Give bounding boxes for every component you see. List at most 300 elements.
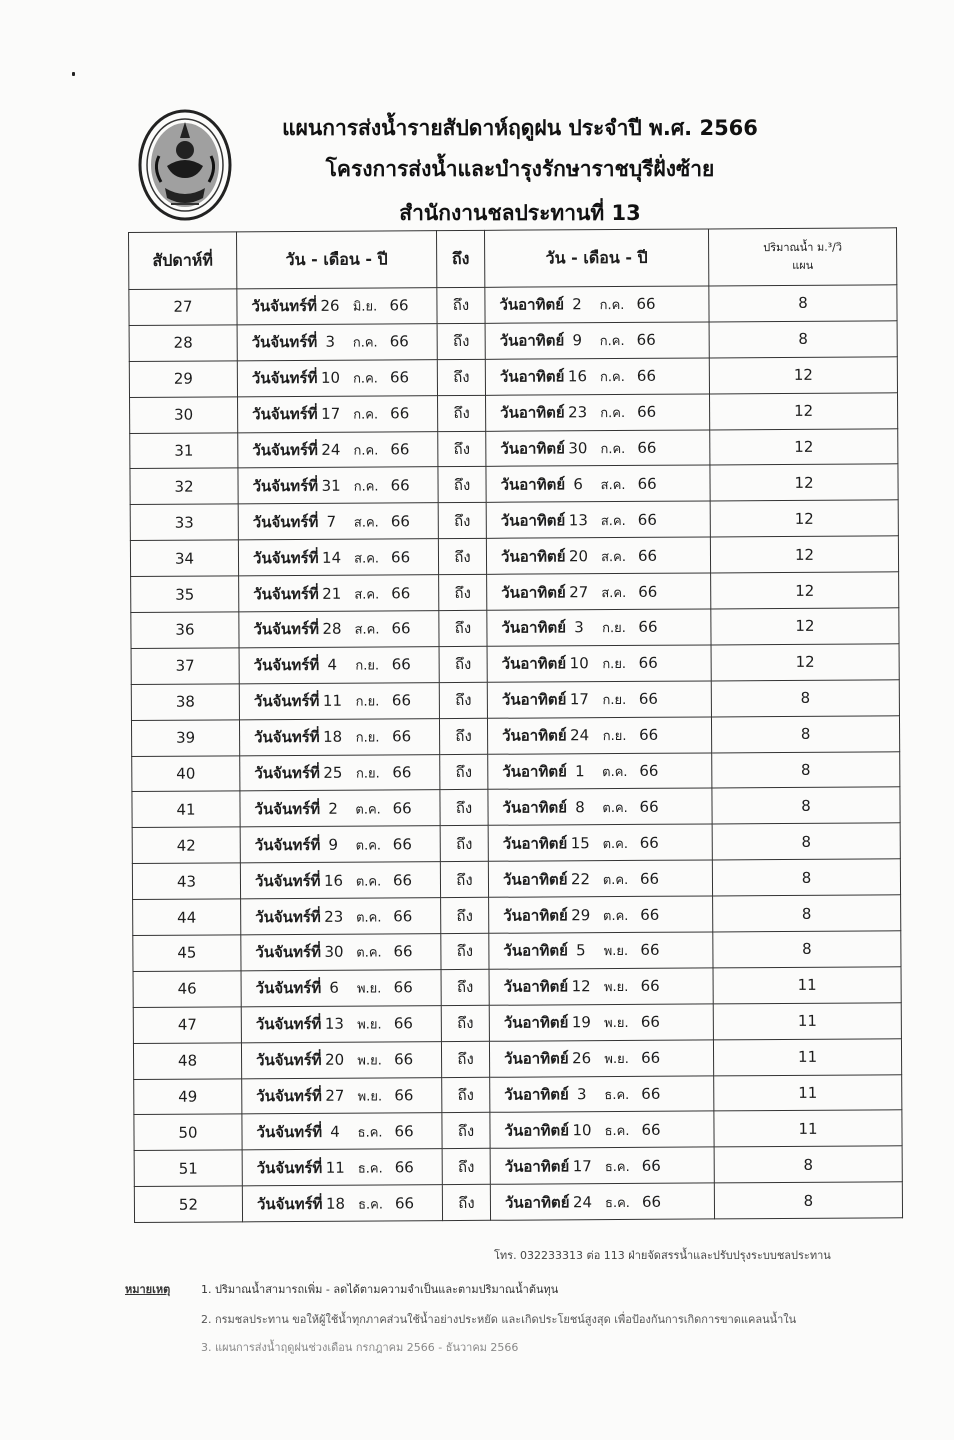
from-month: ก.ค.: [353, 443, 379, 459]
water-amount: 12: [709, 392, 897, 429]
from-month: ธ.ค.: [357, 1161, 383, 1177]
week-number: 27: [129, 289, 237, 326]
from-weekday: วันจันทร์ที่: [256, 1158, 323, 1178]
to-month: ส.ค.: [600, 513, 626, 529]
table-row: [132, 823, 900, 864]
date-to: [490, 1111, 714, 1148]
date-to: [486, 465, 710, 502]
to-weekday: วันอาทิตย์: [501, 690, 567, 709]
to-year: 66: [640, 1048, 661, 1068]
from-weekday: วันจันทร์ที่: [252, 404, 318, 424]
to-month: ธ.ค.: [604, 1123, 630, 1140]
to-day: 17: [572, 1156, 592, 1176]
to-month: พ.ย.: [604, 1016, 629, 1032]
from-weekday: วันจันทร์ที่: [254, 871, 321, 890]
to-month: พ.ย.: [603, 980, 629, 996]
date-to: [488, 753, 712, 790]
to-weekday: วันอาทิตย์: [504, 1121, 570, 1140]
table-row: [132, 787, 900, 828]
date-from: [238, 467, 438, 504]
table-row: [133, 895, 901, 936]
to-year: 66: [637, 510, 657, 529]
table-row: [130, 392, 898, 433]
water-amount: 8: [712, 859, 900, 896]
to-month: ก.ย.: [602, 621, 626, 637]
from-month: ธ.ค.: [358, 1197, 384, 1213]
from-year: 66: [389, 332, 409, 351]
water-delivery-table: [128, 227, 903, 1223]
from-year: 66: [391, 583, 411, 602]
date-from: [241, 970, 441, 1007]
to-year: 66: [640, 1013, 660, 1032]
to-year: 66: [639, 833, 659, 852]
table-row: [130, 464, 898, 505]
from-weekday: วันจันทร์ที่: [251, 297, 318, 316]
to-label: ถึง: [440, 826, 488, 862]
date-to: [489, 896, 713, 933]
date-from: [237, 324, 437, 361]
to-day: 23: [568, 403, 588, 422]
to-month: ส.ค.: [601, 585, 627, 601]
to-weekday: วันอาทิตย์: [501, 654, 567, 674]
to-label: ถึง: [438, 467, 486, 503]
from-weekday: วันจันทร์ที่: [251, 333, 318, 352]
to-weekday: วันอาทิตย์: [499, 295, 565, 315]
to-weekday: วันอาทิตย์: [503, 977, 569, 997]
to-month: ธ.ค.: [604, 1159, 630, 1175]
date-to: [487, 645, 711, 682]
table-row: [130, 536, 898, 577]
to-day: 5: [576, 941, 586, 960]
water-amount: 8: [709, 321, 897, 358]
table-row: [134, 1182, 902, 1223]
to-month: ธ.ค.: [604, 1087, 630, 1104]
to-month: ก.ย.: [602, 657, 627, 673]
date-to: [487, 573, 711, 610]
from-year: 66: [389, 296, 409, 315]
to-year: 66: [639, 797, 659, 816]
table-row: [133, 1038, 901, 1079]
to-label: ถึง: [441, 897, 489, 933]
contact-line: โทร. 032233313 ต่อ 113 ฝ่ายจัดสรรน้ำและปรับปรุงระบบชลประทาน: [494, 1249, 831, 1262]
from-month: ต.ค.: [356, 945, 382, 962]
scan-speck: [72, 72, 75, 76]
water-amount: 12: [710, 464, 898, 501]
table-row: [134, 1146, 902, 1187]
from-year: 66: [392, 870, 413, 890]
table-row: [133, 1003, 901, 1044]
week-number: 39: [131, 720, 239, 757]
date-from: [242, 1113, 442, 1150]
table-row: [129, 321, 897, 362]
note-item-1: 1. ปริมาณน้ำสามารถเพิ่ม - ลดได้ตามความจำเป็นและตามปริมาณน้ำต้นทุน: [201, 1283, 559, 1296]
date-to: [485, 322, 709, 359]
to-day: 8: [575, 798, 585, 817]
from-year: 66: [393, 906, 413, 925]
to-day: 9: [572, 331, 583, 350]
to-label: ถึง: [437, 287, 485, 323]
date-to: [486, 394, 710, 431]
from-month: ก.ค.: [353, 479, 379, 495]
table-row: [129, 357, 897, 398]
from-weekday: วันจันทร์ที่: [256, 1194, 323, 1213]
date-from: [239, 575, 439, 612]
to-label: ถึง: [438, 395, 486, 431]
to-weekday: วันอาทิตย์: [502, 834, 568, 853]
to-month: พ.ย.: [604, 1052, 629, 1068]
to-month: ต.ค.: [602, 908, 629, 924]
to-label: ถึง: [440, 862, 488, 898]
date-to: [489, 968, 713, 1005]
to-year: 66: [637, 474, 657, 493]
from-month: ส.ค.: [353, 515, 379, 531]
from-weekday: วันจันทร์ที่: [255, 907, 321, 926]
date-from: [237, 288, 437, 325]
from-day: 30: [324, 943, 344, 962]
to-year: 66: [638, 582, 658, 601]
week-number: 50: [134, 1114, 242, 1151]
date-from: [241, 1005, 441, 1042]
week-number: 34: [130, 540, 238, 577]
water-amount: 11: [713, 1003, 901, 1040]
water-amount: 12: [710, 536, 898, 573]
to-day: 15: [570, 833, 590, 853]
week-number: 46: [133, 971, 241, 1008]
from-month: ก.ค.: [352, 371, 378, 387]
date-to: [490, 1076, 714, 1113]
to-day: 10: [569, 654, 589, 673]
week-number: 31: [130, 432, 238, 469]
to-day: 2: [572, 295, 582, 314]
project-name: โครงการส่งน้ำและบำรุงรักษาราชบุรีฝั่งซ้าย: [325, 157, 715, 181]
date-to: [486, 430, 710, 467]
to-day: 3: [574, 618, 584, 637]
date-to: [487, 681, 711, 718]
to-label: ถึง: [441, 933, 489, 969]
to-day: 6: [573, 475, 583, 494]
date-from: [242, 1185, 442, 1222]
from-weekday: วันจันทร์ที่: [255, 979, 322, 998]
water-amount: 8: [712, 823, 900, 860]
to-day: 16: [567, 367, 588, 386]
water-amount: 11: [714, 1110, 902, 1147]
from-year: 66: [392, 763, 412, 782]
to-day: 1: [574, 762, 585, 781]
date-to: [489, 1004, 713, 1041]
from-weekday: วันจันทร์ที่: [252, 440, 318, 460]
table-row: [133, 967, 901, 1008]
to-day: 29: [571, 905, 591, 924]
water-amount: 12: [710, 500, 898, 537]
to-year: 66: [636, 295, 656, 314]
from-year: 66: [390, 404, 410, 423]
to-weekday: วันอาทิตย์: [502, 798, 568, 817]
table-row: [134, 1110, 902, 1151]
date-from: [237, 359, 437, 396]
to-year: 66: [636, 331, 656, 350]
header-date-to: วัน - เดือน - ปี: [484, 229, 708, 287]
to-day: 3: [576, 1085, 587, 1104]
water-amount: 12: [710, 428, 898, 465]
header-amount-plan: แผน: [792, 258, 814, 272]
to-day: 22: [570, 869, 591, 888]
to-day: 13: [568, 510, 588, 530]
from-day: 24: [321, 440, 341, 459]
from-weekday: วันจันทร์ที่: [254, 727, 320, 747]
date-from: [241, 1041, 441, 1078]
department-seal-icon: [137, 108, 233, 222]
to-year: 66: [637, 546, 658, 565]
to-label: ถึง: [439, 574, 487, 610]
table-row: [131, 644, 899, 685]
from-day: 3: [325, 333, 336, 352]
week-number: 38: [131, 684, 239, 721]
water-amount: 11: [713, 1038, 901, 1075]
date-from: [240, 826, 440, 863]
from-month: ส.ค.: [354, 622, 380, 639]
week-number: 47: [133, 1007, 241, 1044]
date-to: [486, 537, 710, 574]
from-day: 28: [322, 620, 342, 639]
to-weekday: วันอาทิตย์: [501, 582, 566, 602]
note-item-3: 3. แผนการส่งน้ำฤดูฝนช่วงเดือน กรกฎาคม 2566 - ธันวาคม 2566: [201, 1341, 519, 1354]
date-from: [239, 682, 439, 719]
to-month: ก.ค.: [600, 441, 626, 458]
to-day: 24: [572, 1192, 593, 1212]
to-label: ถึง: [442, 1185, 490, 1221]
to-label: ถึง: [439, 718, 487, 754]
to-month: ส.ค.: [601, 549, 627, 565]
table-row: [130, 428, 898, 469]
from-day: 16: [323, 871, 344, 890]
date-from: [242, 1149, 442, 1186]
to-year: 66: [638, 654, 658, 673]
from-weekday: วันจันทร์ที่: [254, 763, 320, 783]
from-year: 66: [390, 440, 410, 459]
week-number: 36: [131, 612, 239, 649]
week-number: 42: [132, 827, 240, 864]
to-weekday: วันอาทิตย์: [502, 870, 568, 889]
from-weekday: วันจันทร์ที่: [252, 512, 319, 532]
to-weekday: วันอาทิตย์: [503, 905, 568, 925]
from-day: 9: [328, 835, 339, 854]
to-weekday: วันอาทิตย์: [503, 1013, 569, 1032]
from-month: ส.ค.: [354, 551, 380, 567]
week-number: 32: [130, 468, 238, 505]
table-row: [132, 751, 900, 792]
from-day: 6: [329, 979, 340, 998]
from-day: 11: [322, 691, 343, 711]
from-year: 66: [392, 799, 412, 818]
to-label: ถึง: [439, 682, 487, 718]
water-amount: 8: [711, 715, 899, 752]
from-month: ก.ย.: [355, 694, 380, 710]
from-year: 66: [394, 1193, 415, 1213]
to-month: ต.ค.: [602, 764, 628, 781]
date-from: [240, 790, 440, 827]
to-day: 24: [570, 726, 590, 745]
from-month: พ.ย.: [357, 1053, 382, 1069]
to-month: ส.ค.: [600, 477, 626, 494]
from-month: ต.ค.: [355, 802, 381, 818]
from-month: พ.ย.: [357, 1017, 382, 1033]
from-month: ต.ค.: [355, 838, 382, 854]
from-weekday: วันจันทร์ที่: [252, 476, 319, 496]
to-month: ก.ค.: [599, 334, 625, 350]
to-day: 30: [568, 439, 588, 458]
date-to: [489, 1040, 713, 1077]
from-year: 66: [393, 978, 413, 997]
to-year: 66: [640, 977, 660, 996]
date-to: [486, 501, 710, 538]
document-title: แผนการส่งน้ำรายสัปดาห์ฤดูฝน ประจำปี พ.ศ. 2566: [282, 116, 758, 140]
date-from: [240, 754, 440, 791]
table-row: [130, 500, 898, 541]
from-day: 10: [320, 368, 341, 388]
to-month: ก.ย.: [602, 729, 627, 745]
to-year: 66: [639, 869, 660, 888]
week-number: 49: [134, 1078, 242, 1115]
header-date-from: วัน - เดือน - ปี: [237, 231, 437, 289]
table-row: [132, 859, 900, 900]
to-weekday: วันอาทิตย์: [500, 475, 566, 494]
week-number: 33: [130, 504, 238, 541]
table-body: [129, 285, 903, 1223]
from-month: มิ.ย.: [352, 299, 378, 316]
from-day: 21: [322, 584, 342, 603]
to-label: ถึง: [437, 323, 485, 359]
from-weekday: วันจันทร์ที่: [256, 1050, 322, 1070]
to-month: ก.ค.: [599, 370, 625, 386]
from-month: ต.ค.: [355, 874, 382, 890]
to-month: ก.ย.: [602, 693, 627, 709]
from-day: 31: [321, 476, 341, 495]
table-row: [134, 1074, 902, 1115]
to-weekday: วันอาทิตย์: [500, 403, 565, 422]
to-year: 66: [641, 1120, 661, 1139]
from-day: 23: [324, 907, 344, 926]
to-day: 20: [568, 546, 589, 565]
week-number: 45: [133, 935, 241, 972]
from-weekday: วันจันทร์ที่: [254, 799, 321, 819]
table-row: [131, 608, 899, 649]
from-year: 66: [391, 619, 411, 638]
from-day: 2: [328, 799, 338, 818]
to-year: 66: [639, 725, 659, 745]
date-to: [488, 788, 712, 825]
water-amount: 8: [712, 751, 900, 788]
to-label: ถึง: [439, 610, 487, 646]
to-weekday: วันอาทิตย์: [500, 511, 566, 530]
week-number: 43: [132, 863, 240, 900]
to-label: ถึง: [438, 503, 486, 539]
from-year: 66: [393, 1014, 414, 1033]
from-weekday: วันจันทร์ที่: [251, 369, 318, 388]
table-row: [131, 715, 899, 756]
notes-label: หมายเหตุ: [125, 1283, 171, 1296]
to-weekday: วันอาทิตย์: [499, 367, 565, 386]
date-from: [242, 1077, 442, 1114]
water-amount: 8: [713, 931, 901, 968]
to-day: 27: [569, 582, 589, 601]
note-item-2: 2. กรมชลประทาน ขอให้ผู้ใช้น้ำทุกภาคส่วนใช้น้ำอย่างประหยัด และเกิดประโยชน์สูงสุด เพื่อป้องกันการเกิดการขาดแคลนน้ำใน: [201, 1313, 797, 1326]
water-amount: 11: [713, 967, 901, 1004]
to-weekday: วันอาทิตย์: [502, 726, 567, 745]
to-label: ถึง: [442, 1113, 490, 1149]
week-number: 51: [134, 1150, 242, 1187]
date-from: [239, 611, 439, 648]
from-day: 18: [323, 727, 343, 746]
from-month: ธ.ค.: [357, 1125, 383, 1141]
water-amount: 12: [709, 357, 897, 394]
from-weekday: วันจันทร์ที่: [253, 692, 320, 711]
from-year: 66: [390, 547, 411, 567]
header-amount: [708, 228, 896, 286]
from-month: พ.ย.: [357, 1089, 383, 1105]
to-year: 66: [640, 941, 660, 960]
to-label: ถึง: [440, 790, 488, 826]
to-month: ก.ค.: [600, 406, 626, 422]
from-weekday: วันจันทร์ที่: [253, 584, 319, 603]
to-month: ต.ค.: [602, 872, 629, 888]
date-to: [488, 824, 712, 861]
to-day: 19: [571, 1013, 591, 1032]
from-weekday: วันจันทร์ที่: [252, 548, 319, 567]
to-weekday: วันอาทิตย์: [504, 1049, 569, 1068]
from-day: 20: [325, 1050, 345, 1069]
to-day: 12: [571, 977, 591, 996]
table-row: [131, 572, 899, 613]
to-month: ต.ค.: [602, 836, 629, 852]
to-weekday: วันอาทิตย์: [502, 762, 567, 781]
water-amount: 8: [713, 895, 901, 932]
from-day: 4: [327, 656, 338, 675]
to-month: ก.ค.: [599, 298, 625, 314]
to-day: 26: [571, 1049, 592, 1068]
to-year: 66: [637, 402, 657, 422]
header-amount-unit: ปริมาณน้ำ ม.³/วิ: [763, 240, 843, 255]
week-number: 48: [133, 1043, 241, 1080]
from-month: ส.ค.: [354, 587, 380, 603]
from-year: 66: [393, 942, 413, 961]
to-label: ถึง: [438, 431, 486, 467]
table-header-row: [129, 228, 897, 290]
from-weekday: วันจันทร์ที่: [254, 835, 321, 855]
water-amount: 8: [714, 1146, 902, 1183]
water-amount: 8: [711, 680, 899, 717]
to-label: ถึง: [441, 1005, 489, 1041]
water-amount: 8: [712, 787, 900, 824]
date-to: [485, 358, 709, 395]
from-weekday: วันจันทร์ที่: [255, 943, 322, 962]
from-year: 66: [394, 1122, 414, 1141]
from-weekday: วันจันทร์ที่: [256, 1086, 322, 1106]
to-weekday: วันอาทิตย์: [501, 618, 567, 638]
date-to: [487, 717, 711, 754]
date-to: [490, 1183, 714, 1220]
from-year: 66: [392, 835, 412, 854]
date-from: [238, 395, 438, 432]
from-day: 11: [325, 1158, 345, 1177]
to-label: ถึง: [437, 359, 485, 395]
to-month: ต.ค.: [602, 800, 628, 817]
to-year: 66: [638, 690, 658, 709]
to-weekday: วันอาทิตย์: [504, 1085, 569, 1104]
from-day: 14: [321, 548, 342, 567]
to-weekday: วันอาทิตย์: [504, 1157, 570, 1176]
week-number: 29: [129, 361, 237, 398]
from-month: ก.ย.: [355, 730, 380, 746]
